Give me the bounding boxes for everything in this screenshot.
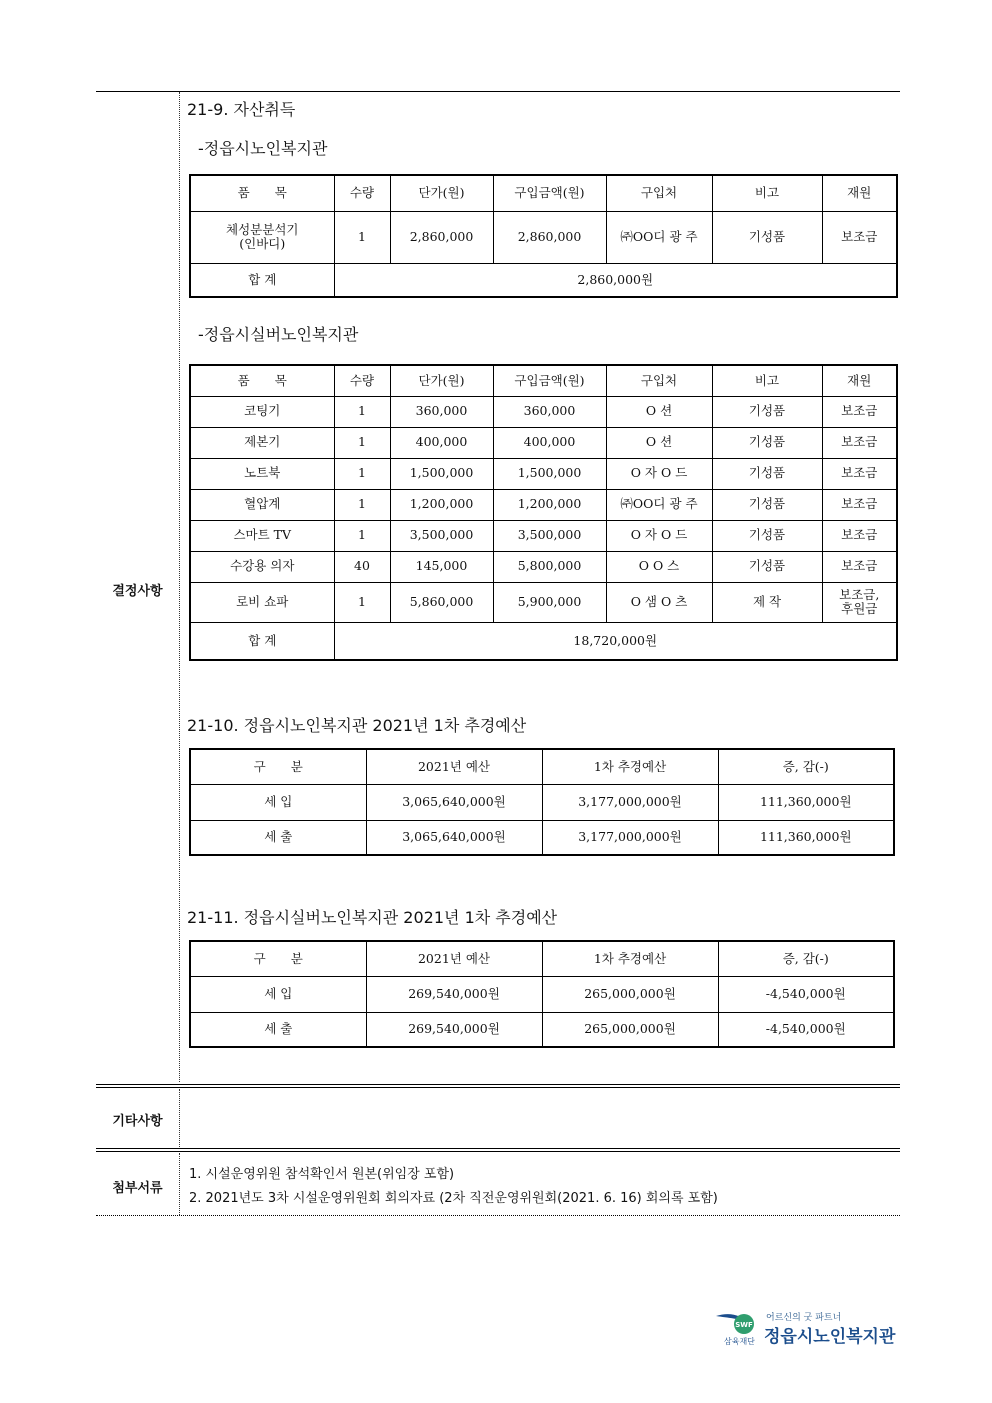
vendor-cell: O O 스 xyxy=(606,551,712,582)
header-cell: 증, 감(-) xyxy=(718,749,894,784)
amount-cell: 5,800,000 xyxy=(493,551,606,582)
amount-cell: 1,500,000 xyxy=(493,458,606,489)
header-cell: 1차 추경예산 xyxy=(542,749,718,784)
category-cell: 세 출 xyxy=(190,820,366,855)
fund-cell: 보조금 xyxy=(822,551,897,582)
change-cell: 111,360,000원 xyxy=(718,784,894,820)
amount-cell: 2,860,000 xyxy=(493,211,606,263)
unit-price-cell: 5,860,000 xyxy=(390,582,493,622)
note-cell: 기성품 xyxy=(712,427,822,458)
table-row xyxy=(190,458,897,489)
note-cell: 기성품 xyxy=(712,551,822,582)
header-cell: 구 분 xyxy=(190,749,366,784)
header-cell: 구입처 xyxy=(606,365,712,396)
header-cell: 재원 xyxy=(822,175,897,211)
vendor-cell: O 션 xyxy=(606,427,712,458)
vendor-cell: O 자 O 드 xyxy=(606,458,712,489)
section-divider-2 xyxy=(96,1148,900,1152)
total-label: 합 계 xyxy=(190,622,334,660)
logo-name: 정읍시노인복지관 xyxy=(764,1327,896,1347)
amount-cell: 5,900,000 xyxy=(493,582,606,622)
table-row xyxy=(190,520,897,551)
qty-cell: 40 xyxy=(334,551,390,582)
header-cell: 품 목 xyxy=(190,365,334,396)
asset-table-a xyxy=(189,174,898,298)
total-row xyxy=(190,622,897,660)
change-cell: -4,540,000원 xyxy=(718,976,894,1012)
table-row xyxy=(190,582,897,622)
amount-cell: 400,000 xyxy=(493,427,606,458)
header-cell: 2021년 예산 xyxy=(366,941,542,976)
budget-cell: 3,065,640,000원 xyxy=(366,784,542,820)
bottom-rule xyxy=(96,1215,900,1216)
qty-cell: 1 xyxy=(334,458,390,489)
section-21-9-title: 21-9. 자산취득 xyxy=(187,100,296,119)
category-cell: 세 출 xyxy=(190,1012,366,1047)
item-cell: 수강용 의자 xyxy=(190,551,334,582)
header-cell: 비고 xyxy=(712,175,822,211)
qty-cell: 1 xyxy=(334,427,390,458)
amount-cell: 360,000 xyxy=(493,396,606,427)
budget-table-b xyxy=(189,940,895,1048)
unit-price-cell: 1,200,000 xyxy=(390,489,493,520)
table-row xyxy=(190,427,897,458)
unit-price-cell: 360,000 xyxy=(390,396,493,427)
table-row xyxy=(190,976,894,1012)
item-cell: 스마트 TV xyxy=(190,520,334,551)
category-cell: 세 입 xyxy=(190,784,366,820)
total-row xyxy=(190,263,897,297)
header-cell: 구 분 xyxy=(190,941,366,976)
item-cell: 제본기 xyxy=(190,427,334,458)
revised-budget-cell: 3,177,000,000원 xyxy=(542,784,718,820)
label-column-divider xyxy=(179,92,180,1082)
table-row xyxy=(190,1012,894,1047)
fund-cell: 보조금 xyxy=(822,489,897,520)
fund-cell: 보조금 xyxy=(822,427,897,458)
item-cell: 체성분분석기 (인바디) xyxy=(190,211,334,263)
note-cell: 기성품 xyxy=(712,396,822,427)
vendor-cell: O 자 O 드 xyxy=(606,520,712,551)
logo-mark-text: SWF xyxy=(735,1321,753,1329)
item-cell: 코팅기 xyxy=(190,396,334,427)
header-cell: 수량 xyxy=(334,175,390,211)
note-cell: 기성품 xyxy=(712,520,822,551)
budget-cell: 269,540,000원 xyxy=(366,976,542,1012)
amount-cell: 1,200,000 xyxy=(493,489,606,520)
total-value: 2,860,000원 xyxy=(334,263,897,297)
note-cell: 제 작 xyxy=(712,582,822,622)
total-label: 합 계 xyxy=(190,263,334,297)
vendor-cell: ㈜OO디 광 주 xyxy=(606,211,712,263)
table-header-row xyxy=(190,365,897,396)
section-divider xyxy=(96,1084,900,1088)
budget-table-a xyxy=(189,748,895,856)
unit-price-cell: 3,500,000 xyxy=(390,520,493,551)
unit-price-cell: 400,000 xyxy=(390,427,493,458)
table-row xyxy=(190,396,897,427)
item-cell: 노트북 xyxy=(190,458,334,489)
table-header-row xyxy=(190,175,897,211)
item-cell: 혈압계 xyxy=(190,489,334,520)
header-cell: 단가(원) xyxy=(390,175,493,211)
table-row xyxy=(190,489,897,520)
section-21-10-title: 21-10. 정읍시노인복지관 2021년 1차 추경예산 xyxy=(187,716,527,735)
amount-cell: 3,500,000 xyxy=(493,520,606,551)
top-rule xyxy=(96,91,900,92)
attachment-item-1: 1. 시설운영위원 참석확인서 원본(위임장 포함) xyxy=(189,1167,455,1182)
qty-cell: 1 xyxy=(334,489,390,520)
unit-price-cell: 1,500,000 xyxy=(390,458,493,489)
change-cell: -4,540,000원 xyxy=(718,1012,894,1047)
change-cell: 111,360,000원 xyxy=(718,820,894,855)
attachment-item-2: 2. 2021년도 3차 시설운영위원회 회의자료 (2차 직전운영위원회(2021. 6. 16) 회의록 포함) xyxy=(189,1191,718,1206)
vendor-cell: O 션 xyxy=(606,396,712,427)
revised-budget-cell: 265,000,000원 xyxy=(542,1012,718,1047)
other-label: 기타사항 xyxy=(112,1114,163,1129)
fund-cell: 보조금 xyxy=(822,520,897,551)
fund-cell: 보조금 xyxy=(822,458,897,489)
header-cell: 증, 감(-) xyxy=(718,941,894,976)
header-cell: 구입금액(원) xyxy=(493,175,606,211)
note-cell: 기성품 xyxy=(712,458,822,489)
swoosh-logo-icon xyxy=(714,1310,762,1338)
qty-cell: 1 xyxy=(334,211,390,263)
total-value: 18,720,000원 xyxy=(334,622,897,660)
label-column-divider-3 xyxy=(179,1153,180,1215)
fund-cell: 보조금 xyxy=(822,211,897,263)
header-cell: 비고 xyxy=(712,365,822,396)
table-header-row xyxy=(190,941,894,976)
fund-cell: 보조금 xyxy=(822,396,897,427)
header-cell: 1차 추경예산 xyxy=(542,941,718,976)
table-row xyxy=(190,211,897,263)
note-cell: 기성품 xyxy=(712,211,822,263)
vendor-cell: ㈜OO디 광 주 xyxy=(606,489,712,520)
table-row xyxy=(190,784,894,820)
vendor-cell: O 샘 O 츠 xyxy=(606,582,712,622)
header-cell: 재원 xyxy=(822,365,897,396)
header-cell: 수량 xyxy=(334,365,390,396)
facility-b-title: -정읍시실버노인복지관 xyxy=(198,325,359,344)
note-cell: 기성품 xyxy=(712,489,822,520)
qty-cell: 1 xyxy=(334,520,390,551)
revised-budget-cell: 265,000,000원 xyxy=(542,976,718,1012)
qty-cell: 1 xyxy=(334,582,390,622)
asset-table-b xyxy=(189,364,898,661)
decisions-label: 결정사항 xyxy=(112,584,163,599)
revised-budget-cell: 3,177,000,000원 xyxy=(542,820,718,855)
unit-price-cell: 2,860,000 xyxy=(390,211,493,263)
attachments-label: 첨부서류 xyxy=(112,1181,163,1196)
header-cell: 2021년 예산 xyxy=(366,749,542,784)
budget-cell: 269,540,000원 xyxy=(366,1012,542,1047)
fund-cell: 보조금, 후원금 xyxy=(822,582,897,622)
header-cell: 구입처 xyxy=(606,175,712,211)
header-cell: 구입금액(원) xyxy=(493,365,606,396)
item-cell: 로비 쇼파 xyxy=(190,582,334,622)
budget-cell: 3,065,640,000원 xyxy=(366,820,542,855)
table-header-row xyxy=(190,749,894,784)
label-column-divider-2 xyxy=(179,1089,180,1149)
facility-a-title: -정읍시노인복지관 xyxy=(198,139,328,158)
logo-org: 삼육재단 xyxy=(724,1337,755,1346)
table-row xyxy=(190,551,897,582)
organization-logo xyxy=(714,1310,904,1350)
logo-tagline: 어르신의 굿 파트너 xyxy=(766,1313,842,1323)
section-21-11-title: 21-11. 정읍시실버노인복지관 2021년 1차 추경예산 xyxy=(187,908,558,927)
header-cell: 단가(원) xyxy=(390,365,493,396)
category-cell: 세 입 xyxy=(190,976,366,1012)
header-cell: 품 목 xyxy=(190,175,334,211)
qty-cell: 1 xyxy=(334,396,390,427)
table-row xyxy=(190,820,894,855)
unit-price-cell: 145,000 xyxy=(390,551,493,582)
